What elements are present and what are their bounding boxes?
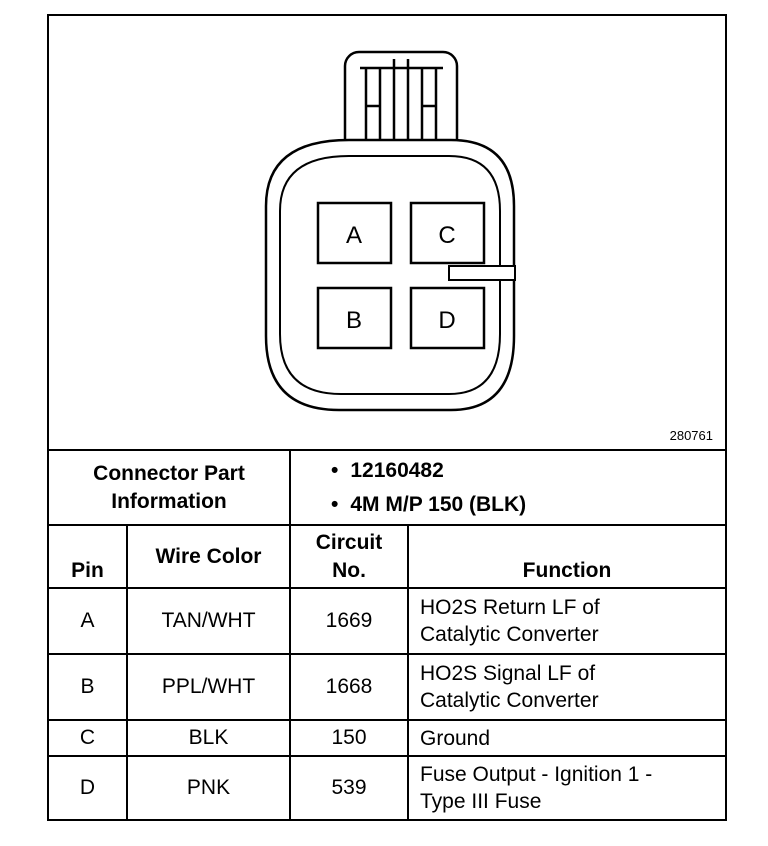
- table-row: [49, 756, 725, 819]
- part-info-label-line2: Information: [111, 489, 227, 513]
- table-row: [49, 720, 725, 756]
- pin-label-d: D: [438, 307, 456, 334]
- row-function-line1: Fuse Output - Ignition 1 -: [420, 763, 653, 786]
- table-row: [49, 654, 725, 720]
- part-info-label: [49, 451, 290, 525]
- row-function: [408, 588, 725, 654]
- connector-diagram: [49, 16, 725, 451]
- row-function: Ground: [408, 720, 725, 756]
- row-function-line2: Catalytic Converter: [420, 689, 599, 712]
- row-circuit: 539: [290, 756, 408, 819]
- row-function: [408, 756, 725, 819]
- connector-face-drawing: [49, 16, 725, 449]
- connector-key-rib: [449, 266, 515, 280]
- part-number: • 12160482: [331, 454, 725, 488]
- header-circuit-line2: No.: [332, 558, 366, 582]
- row-function-line1: HO2S Signal LF of: [420, 662, 596, 685]
- header-circuit-line1: Circuit: [315, 530, 383, 554]
- pin-label-a: A: [345, 222, 363, 249]
- row-wire-color: TAN/WHT: [127, 588, 290, 654]
- row-pin: D: [49, 756, 127, 819]
- row-wire-color: BLK: [127, 720, 290, 756]
- header-circuit: [290, 525, 408, 588]
- header-wire-color: Wire Color: [127, 525, 290, 588]
- row-circuit: 1668: [290, 654, 408, 720]
- row-function-line2: Catalytic Converter: [420, 623, 599, 646]
- part-info-label-line1: Connector Part: [93, 461, 245, 485]
- connector-frame: [47, 14, 727, 821]
- row-function: [408, 654, 725, 720]
- row-pin: A: [49, 588, 127, 654]
- table-row: [49, 588, 725, 654]
- header-function: Function: [408, 525, 725, 588]
- header-row: [49, 525, 725, 588]
- row-wire-color: PNK: [127, 756, 290, 819]
- connector-info-table: [49, 451, 725, 819]
- pin-label-c: C: [438, 222, 456, 249]
- part-description: • 4M M/P 150 (BLK): [331, 488, 725, 522]
- header-pin: Pin: [49, 525, 127, 588]
- row-wire-color: PPL/WHT: [127, 654, 290, 720]
- figure-id: 280761: [669, 428, 713, 443]
- row-circuit: 150: [290, 720, 408, 756]
- row-function-line1: HO2S Return LF of: [420, 596, 600, 619]
- row-pin: C: [49, 720, 127, 756]
- row-circuit: 1669: [290, 588, 408, 654]
- row-pin: B: [49, 654, 127, 720]
- row-function-line2: Type III Fuse: [420, 790, 542, 813]
- part-info-row: [49, 451, 725, 525]
- pin-label-b: B: [345, 307, 363, 334]
- part-info-values: [290, 451, 725, 525]
